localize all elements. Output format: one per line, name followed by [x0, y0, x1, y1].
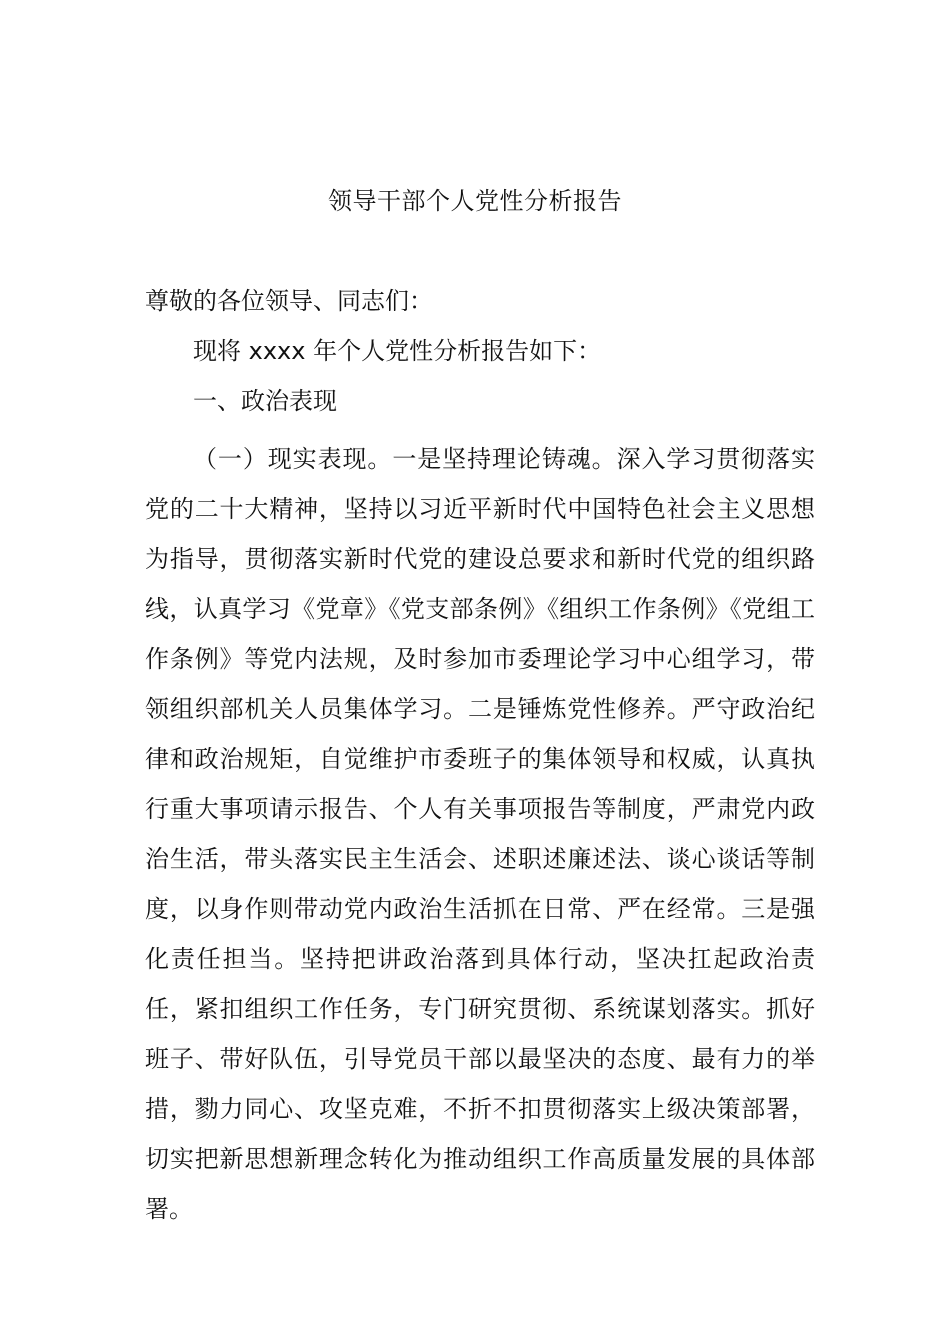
intro-line: 现将 xxxx 年个人党性分析报告如下：	[193, 337, 602, 365]
document-title: 领导干部个人党性分析报告	[328, 187, 622, 215]
body-paragraph: （一）现实表现。一是坚持理论铸魂。深入学习贯彻落实党的二十大精神，坚持以习近平新时代中国特色社会主义思想为指导，贯彻落实新时代党的建设总要求和新时代党的组织路线，认真学习《党章》《党支部条例》《组织工作条例》《党组工作条例》等党内法规，及时参加市委理论学习中心组学习，带领组织部机关人员集体学习。二是锤炼党性修养。严守政治纪律和政治规矩，自觉维护市委班子的集体领导和权威，认真执行重大事项请示报告、个人有关事项报告等制度，严肃党内政治生活，带头落实民主生活会、述职述廉述法、谈心谈话等制度，以身作则带动党内政治生活抓在日常、严在经常。三是强化责任担当。坚持把讲政治落到具体行动，坚决扛起政治责任，紧扣组织工作任务，专门研究贯彻、系统谋划落实。抓好班子、带好队伍，引导党员干部以最坚决的态度、最有力的举措，勠力同心、攻坚克难，不折不扣贯彻落实上级决策部署，切实把新思想新理念转化为推动组织工作高质量发展的具体部署。	[145, 445, 815, 1223]
section-heading: 一、政治表现	[193, 387, 337, 415]
greeting-line: 尊敬的各位领导、同志们：	[145, 287, 433, 315]
